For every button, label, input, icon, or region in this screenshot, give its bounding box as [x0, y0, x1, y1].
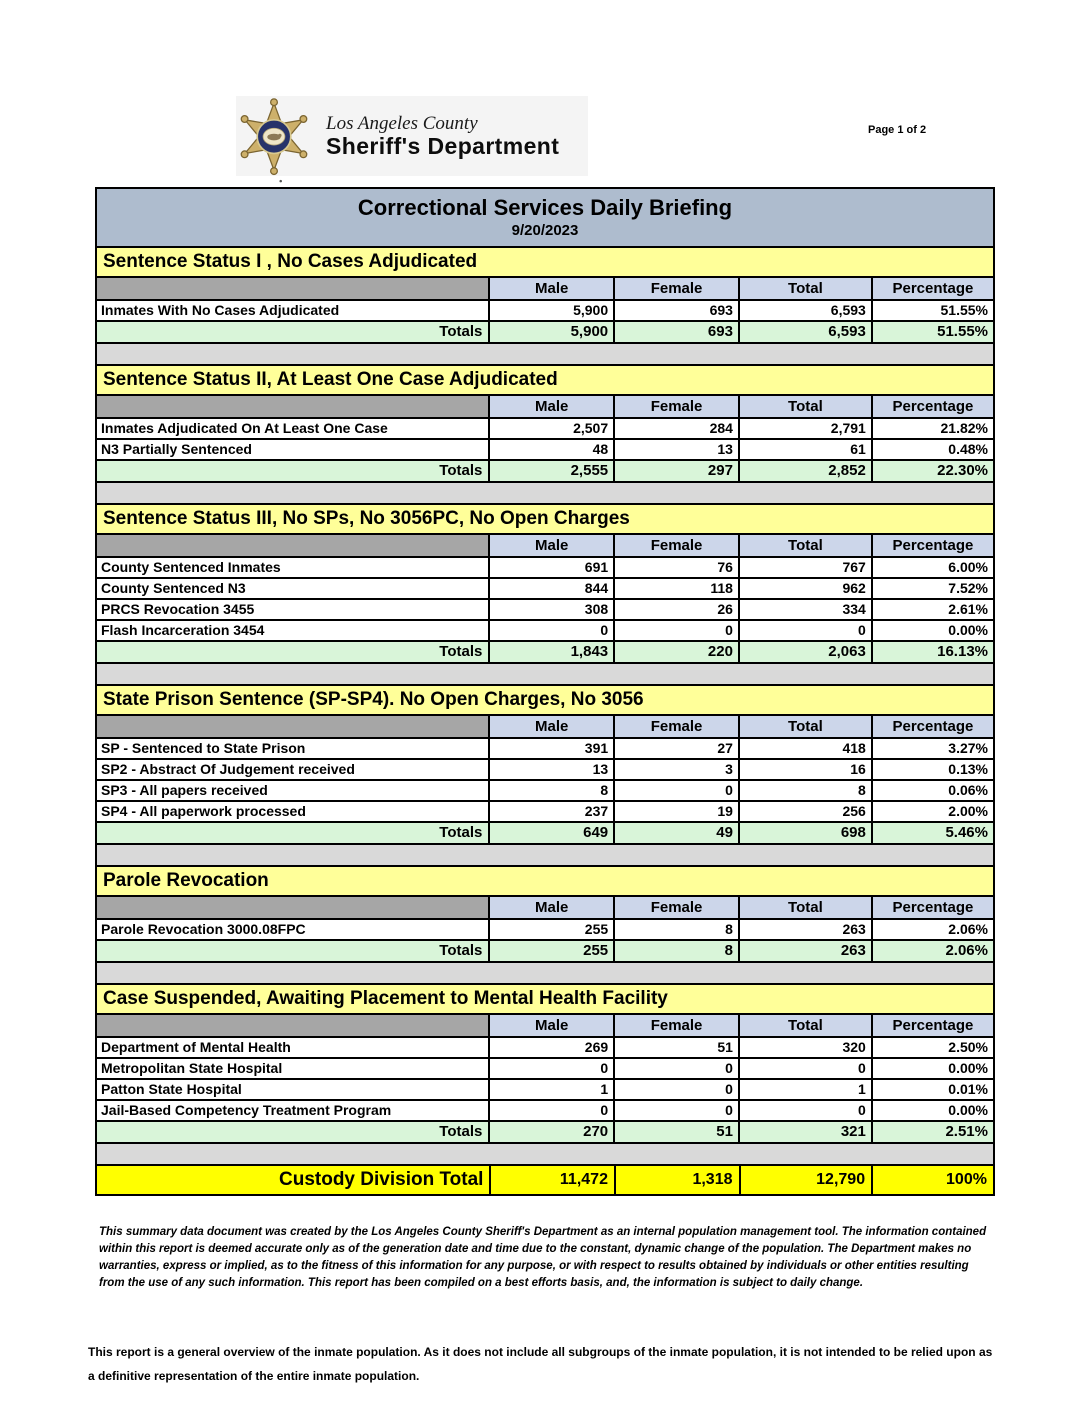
- row-label: Department of Mental Health: [96, 1037, 489, 1058]
- logo-text: [326, 94, 559, 158]
- totals-value: 6,593: [739, 321, 872, 343]
- section-title: State Prison Sentence (SP-SP4). No Open Charges, No 3056: [96, 685, 994, 715]
- totals-value: 22.30%: [872, 460, 994, 482]
- row-value: 693: [614, 300, 739, 321]
- totals-value: 693: [614, 321, 739, 343]
- row-value: 2,507: [489, 418, 614, 439]
- column-header: Percentage: [872, 395, 994, 418]
- totals-value: 49: [614, 822, 739, 844]
- totals-row: [96, 940, 994, 962]
- totals-row: [96, 822, 994, 844]
- row-value: 0: [614, 620, 739, 641]
- column-header: Female: [614, 1014, 739, 1037]
- row-value: 8: [614, 919, 739, 940]
- section-title: Case Suspended, Awaiting Placement to Mental Health Facility: [96, 984, 994, 1014]
- row-value: 391: [489, 738, 614, 759]
- row-value: 2.06%: [872, 919, 994, 940]
- grand-total-male: 11,472: [489, 1166, 614, 1194]
- table-row: [96, 439, 994, 460]
- section-table-4: [95, 684, 995, 845]
- column-header: Percentage: [872, 1014, 994, 1037]
- row-value: 844: [489, 578, 614, 599]
- org-county: Los Angeles County: [326, 113, 478, 134]
- totals-row: [96, 641, 994, 663]
- row-value: 7.52%: [872, 578, 994, 599]
- table-row: [96, 919, 994, 940]
- corner-cell: [96, 715, 489, 738]
- grand-total-female: 1,318: [614, 1166, 739, 1194]
- row-value: 0: [614, 1100, 739, 1121]
- totals-label: Totals: [96, 641, 489, 663]
- row-value: 767: [739, 557, 872, 578]
- column-header: Percentage: [872, 534, 994, 557]
- page-header: [0, 0, 1088, 187]
- footnote-text: This report is a general overview of the inmate population. As it does not include all subgroups of the inmate population, it is not intended to be relied upon as a definitive representation of the entire inmate population.: [88, 1345, 993, 1383]
- row-value: 256: [739, 801, 872, 822]
- row-value: 6,593: [739, 300, 872, 321]
- totals-value: 270: [489, 1121, 614, 1143]
- section-title: Sentence Status II, At Least One Case Adjudicated: [96, 365, 994, 395]
- totals-value: 1,843: [489, 641, 614, 663]
- grand-total-total: 12,790: [739, 1166, 872, 1194]
- row-value: 334: [739, 599, 872, 620]
- row-value: 237: [489, 801, 614, 822]
- row-value: 691: [489, 557, 614, 578]
- column-header: Percentage: [872, 715, 994, 738]
- totals-value: 2.06%: [872, 940, 994, 962]
- row-value: 61: [739, 439, 872, 460]
- totals-value: 263: [739, 940, 872, 962]
- column-header: Male: [489, 277, 614, 300]
- report-sections: [95, 246, 995, 1164]
- column-header: Male: [489, 896, 614, 919]
- column-header: Female: [614, 277, 739, 300]
- disclaimer-text: This summary data document was created by the Los Angeles County Sheriff's Department as an internal population management tool. The information contained within this report is deemed accurate only as of the generation date and time due to the constant, dynamic change of the population. The Department makes no warranties, express or implied, as to the fitness of this information for any purpose, or with respect to results obtained by individuals or other entities resulting from the use of any such information. This report has been compiled on a best efforts basis, and, the information is subject to daily change.: [99, 1226, 987, 1289]
- section-spacer: [95, 1144, 995, 1164]
- table-row: [96, 759, 994, 780]
- row-label: Metropolitan State Hospital: [96, 1058, 489, 1079]
- row-label: Inmates With No Cases Adjudicated: [96, 300, 489, 321]
- table-row: [96, 780, 994, 801]
- row-label: SP - Sentenced to State Prison: [96, 738, 489, 759]
- table-row: [96, 578, 994, 599]
- table-row: [96, 1058, 994, 1079]
- totals-row: [96, 321, 994, 343]
- row-label: PRCS Revocation 3455: [96, 599, 489, 620]
- grand-total-row: [95, 1164, 995, 1196]
- table-row: [96, 557, 994, 578]
- corner-cell: [96, 1014, 489, 1037]
- row-value: 21.82%: [872, 418, 994, 439]
- row-label: N3 Partially Sentenced: [96, 439, 489, 460]
- row-label: County Sentenced Inmates: [96, 557, 489, 578]
- row-label: County Sentenced N3: [96, 578, 489, 599]
- totals-value: 8: [614, 940, 739, 962]
- section-table-3: [95, 503, 995, 664]
- corner-cell: [96, 896, 489, 919]
- row-value: 51.55%: [872, 300, 994, 321]
- corner-cell: [96, 277, 489, 300]
- column-header: Male: [489, 715, 614, 738]
- totals-label: Totals: [96, 822, 489, 844]
- report-date: 9/20/2023: [511, 222, 579, 239]
- grand-total-percentage: 100%: [871, 1166, 993, 1194]
- row-value: 2.00%: [872, 801, 994, 822]
- row-label: SP4 - All paperwork processed: [96, 801, 489, 822]
- row-value: 8: [489, 780, 614, 801]
- totals-row: [96, 460, 994, 482]
- row-value: 16: [739, 759, 872, 780]
- row-value: 284: [614, 418, 739, 439]
- row-value: 5,900: [489, 300, 614, 321]
- table-row: [96, 1100, 994, 1121]
- row-value: 0: [614, 1058, 739, 1079]
- column-header: Female: [614, 715, 739, 738]
- row-value: 0: [739, 620, 872, 641]
- row-value: 0: [489, 620, 614, 641]
- column-header: Percentage: [872, 277, 994, 300]
- row-value: 0.13%: [872, 759, 994, 780]
- daily-briefing-report: [95, 187, 995, 1196]
- row-value: 0: [489, 1100, 614, 1121]
- row-value: 6.00%: [872, 557, 994, 578]
- row-value: 320: [739, 1037, 872, 1058]
- column-header: Total: [739, 534, 872, 557]
- totals-value: 2,063: [739, 641, 872, 663]
- section-spacer: [95, 483, 995, 503]
- row-value: 0.00%: [872, 620, 994, 641]
- row-value: 1: [739, 1079, 872, 1100]
- totals-value: 2,555: [489, 460, 614, 482]
- row-value: 51: [614, 1037, 739, 1058]
- totals-label: Totals: [96, 1121, 489, 1143]
- totals-value: 16.13%: [872, 641, 994, 663]
- corner-cell: [96, 534, 489, 557]
- totals-value: 2.51%: [872, 1121, 994, 1143]
- row-value: 0: [614, 1079, 739, 1100]
- totals-value: 2,852: [739, 460, 872, 482]
- row-value: 0: [614, 780, 739, 801]
- row-value: 0.00%: [872, 1058, 994, 1079]
- grand-total-label: Custody Division Total: [279, 1169, 484, 1190]
- row-value: 13: [614, 439, 739, 460]
- row-value: 308: [489, 599, 614, 620]
- column-header: Total: [739, 1014, 872, 1037]
- totals-value: 321: [739, 1121, 872, 1143]
- report-title-bar: [95, 187, 995, 246]
- table-row: [96, 1037, 994, 1058]
- row-label: Parole Revocation 3000.08FPC: [96, 919, 489, 940]
- row-label: Jail-Based Competency Treatment Program: [96, 1100, 489, 1121]
- row-label: Patton State Hospital: [96, 1079, 489, 1100]
- column-header: Female: [614, 534, 739, 557]
- section-title: Parole Revocation: [96, 866, 994, 896]
- totals-value: 5.46%: [872, 822, 994, 844]
- column-header: Total: [739, 896, 872, 919]
- row-value: 3: [614, 759, 739, 780]
- table-row: [96, 738, 994, 759]
- row-value: 1: [489, 1079, 614, 1100]
- section-spacer: [95, 664, 995, 684]
- row-value: 27: [614, 738, 739, 759]
- column-header: Total: [739, 277, 872, 300]
- table-row: [96, 300, 994, 321]
- section-spacer: [95, 963, 995, 983]
- column-header: Male: [489, 534, 614, 557]
- row-value: 2.61%: [872, 599, 994, 620]
- row-value: 418: [739, 738, 872, 759]
- section-spacer: [95, 344, 995, 364]
- row-value: 13: [489, 759, 614, 780]
- totals-value: 698: [739, 822, 872, 844]
- totals-row: [96, 1121, 994, 1143]
- row-value: 19: [614, 801, 739, 822]
- row-value: 0: [739, 1100, 872, 1121]
- row-value: 255: [489, 919, 614, 940]
- column-header: Male: [489, 395, 614, 418]
- totals-label: Totals: [96, 940, 489, 962]
- totals-label: Totals: [96, 321, 489, 343]
- totals-value: 5,900: [489, 321, 614, 343]
- row-value: 26: [614, 599, 739, 620]
- page-indicator: Page 1 of 2: [868, 124, 927, 136]
- report-title: Correctional Services Daily Briefing: [357, 195, 733, 220]
- row-value: 8: [739, 780, 872, 801]
- column-header: Female: [614, 896, 739, 919]
- section-table-1: [95, 246, 995, 344]
- row-value: 0.00%: [872, 1100, 994, 1121]
- row-value: 2,791: [739, 418, 872, 439]
- row-value: 2.50%: [872, 1037, 994, 1058]
- corner-cell: [96, 395, 489, 418]
- section-title: Sentence Status III, No SPs, No 3056PC, No Open Charges: [96, 504, 994, 534]
- totals-value: 649: [489, 822, 614, 844]
- column-header: Male: [489, 1014, 614, 1037]
- row-label: Flash Incarceration 3454: [96, 620, 489, 641]
- row-value: 0.48%: [872, 439, 994, 460]
- totals-value: 51.55%: [872, 321, 994, 343]
- row-value: 118: [614, 578, 739, 599]
- row-label: Inmates Adjudicated On At Least One Case: [96, 418, 489, 439]
- column-header: Female: [614, 395, 739, 418]
- section-title: Sentence Status I , No Cases Adjudicated: [96, 247, 994, 277]
- table-row: [96, 418, 994, 439]
- section-table-2: [95, 364, 995, 483]
- row-value: 76: [614, 557, 739, 578]
- totals-value: 220: [614, 641, 739, 663]
- row-value: 0: [489, 1058, 614, 1079]
- row-value: 3.27%: [872, 738, 994, 759]
- totals-value: 51: [614, 1121, 739, 1143]
- row-value: 269: [489, 1037, 614, 1058]
- section-table-5: [95, 865, 995, 963]
- section-table-6: [95, 983, 995, 1144]
- table-row: [96, 1079, 994, 1100]
- column-header: Total: [739, 715, 872, 738]
- row-label: SP2 - Abstract Of Judgement received: [96, 759, 489, 780]
- table-row: [96, 620, 994, 641]
- row-value: 962: [739, 578, 872, 599]
- department-logo: [232, 94, 559, 186]
- row-label: SP3 - All papers received: [96, 780, 489, 801]
- column-header: Total: [739, 395, 872, 418]
- row-value: 263: [739, 919, 872, 940]
- totals-value: 255: [489, 940, 614, 962]
- row-value: 48: [489, 439, 614, 460]
- sheriff-star-badge-icon: [232, 94, 316, 186]
- column-header: Percentage: [872, 896, 994, 919]
- section-spacer: [95, 845, 995, 865]
- org-department: Sheriff's Department: [326, 133, 560, 159]
- totals-value: 297: [614, 460, 739, 482]
- table-row: [96, 801, 994, 822]
- row-value: 0.06%: [872, 780, 994, 801]
- row-value: 0.01%: [872, 1079, 994, 1100]
- totals-label: Totals: [96, 460, 489, 482]
- table-row: [96, 599, 994, 620]
- row-value: 0: [739, 1058, 872, 1079]
